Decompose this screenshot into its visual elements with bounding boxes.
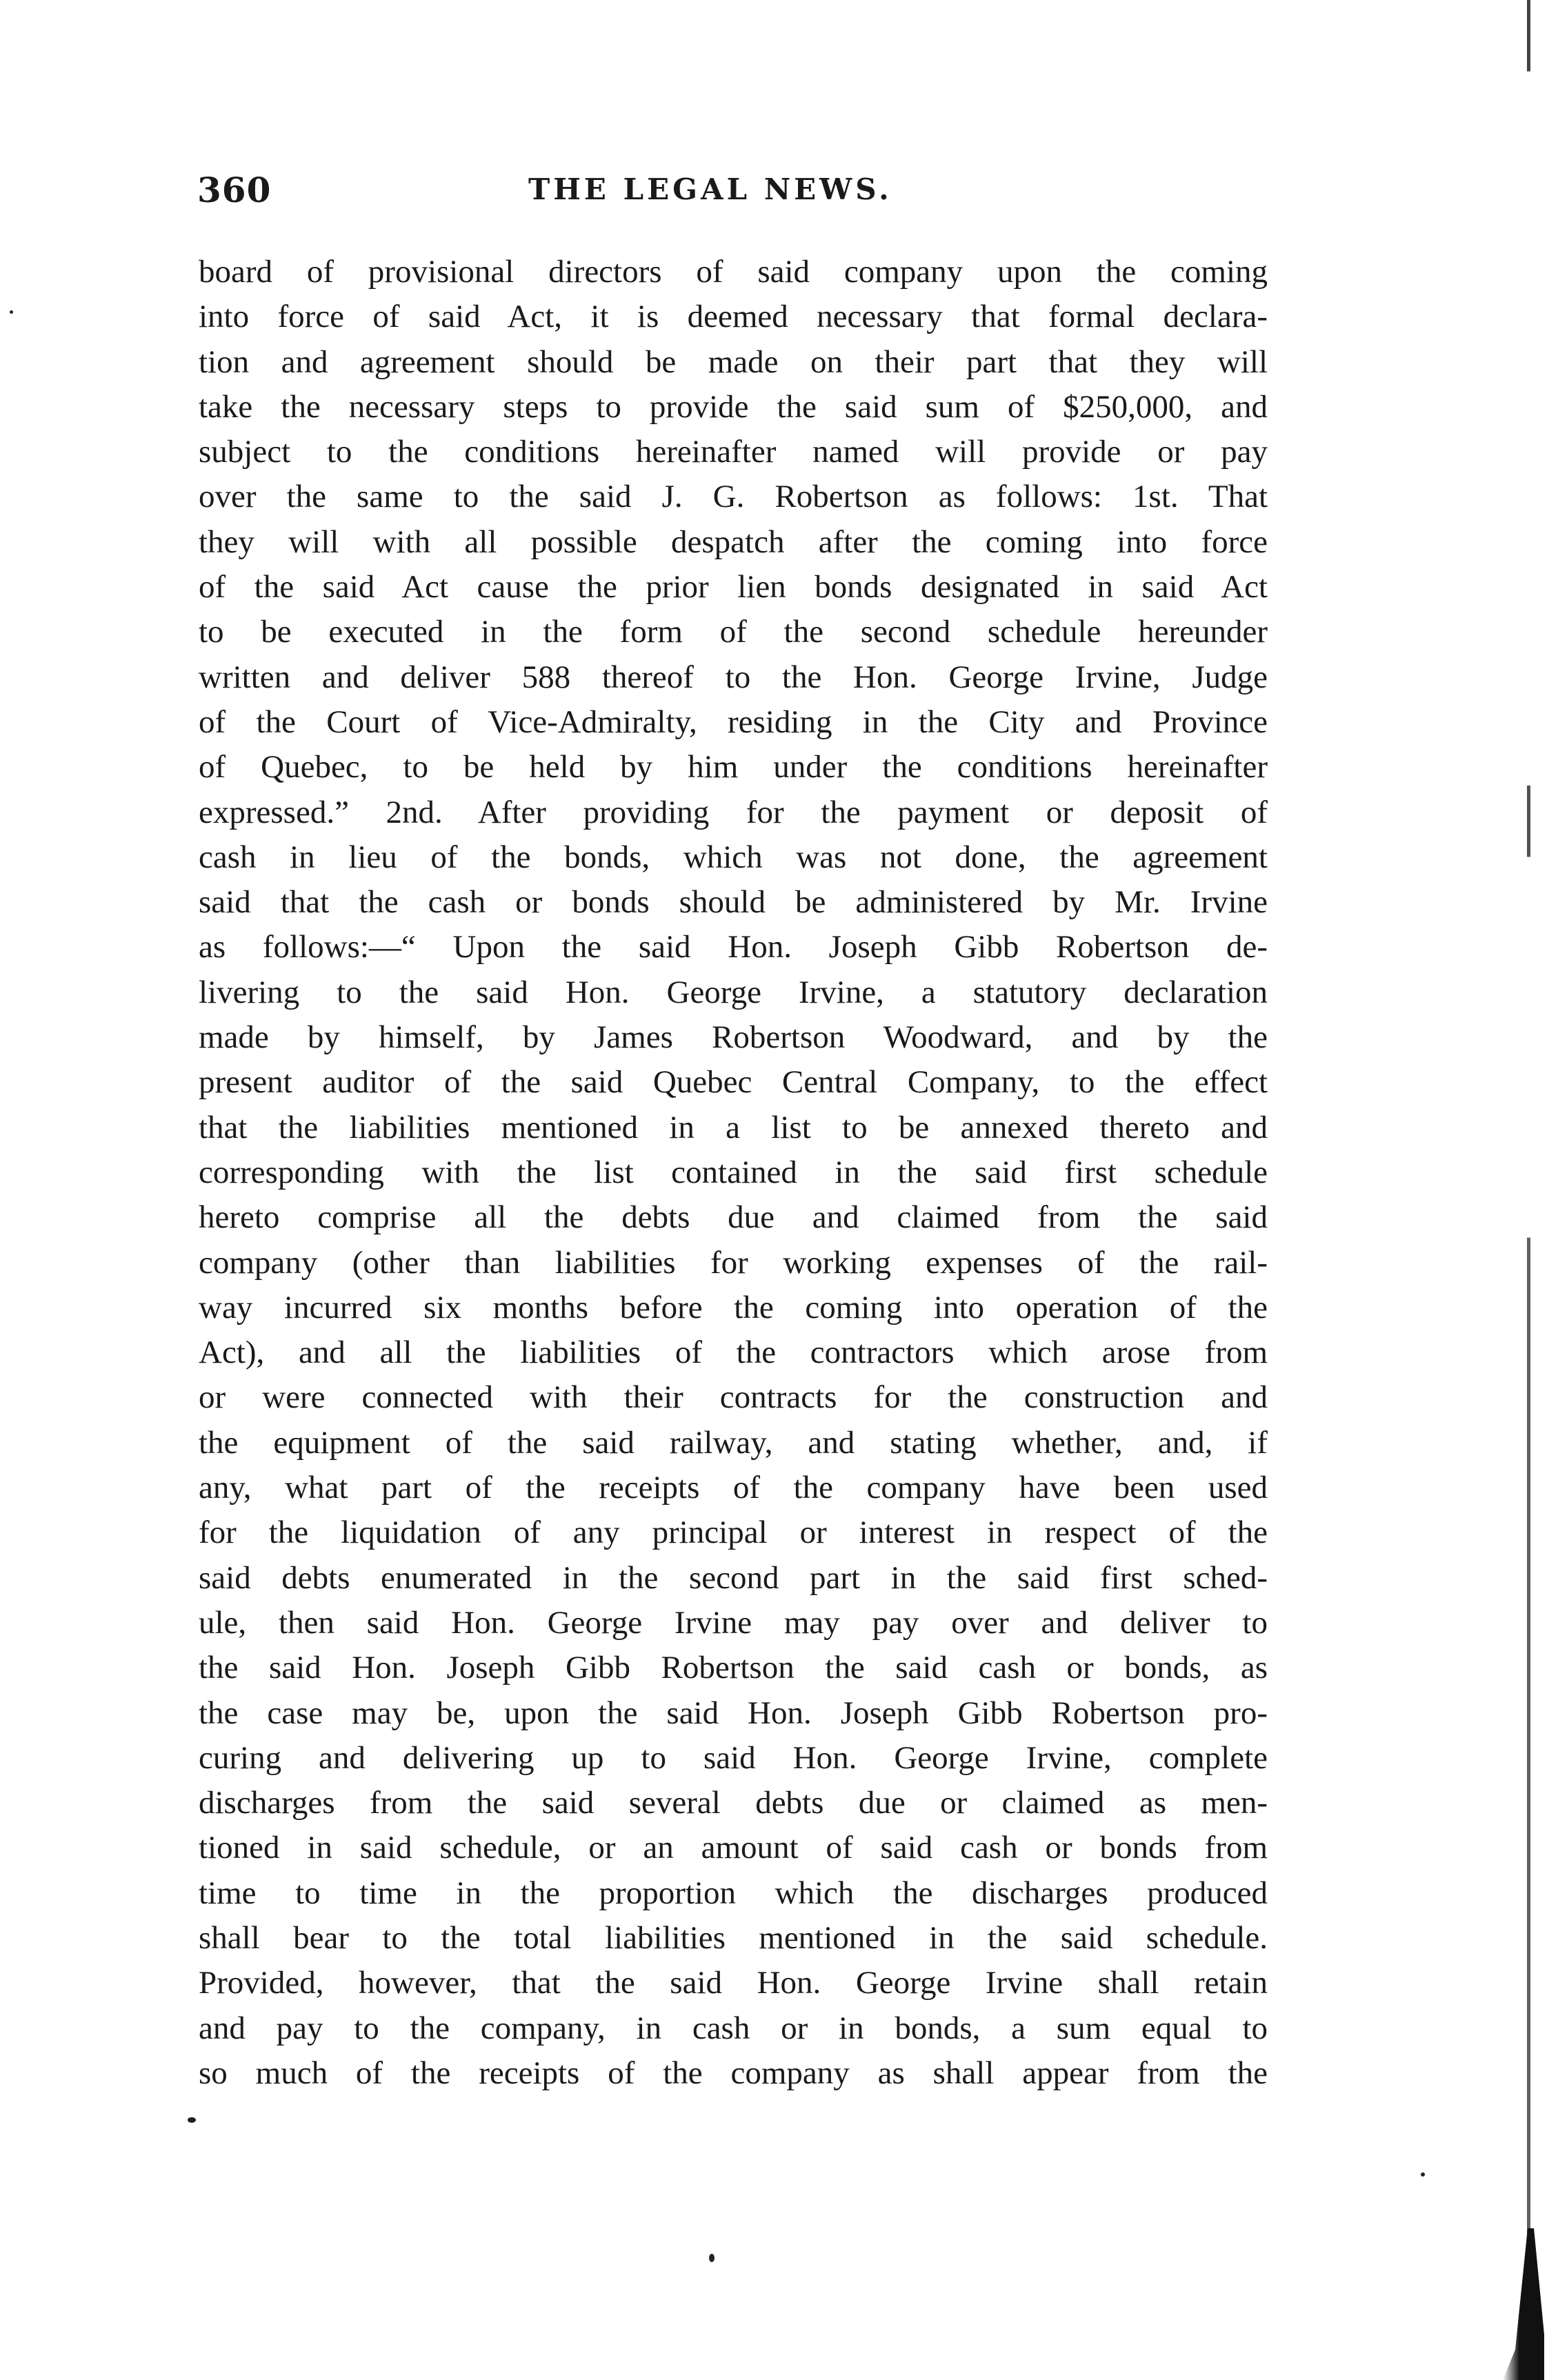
text-line: Provided, however, that the said Hon. George Irvine shall retain — [199, 1965, 1268, 2001]
text-line: for the liquidation of any principal or interest in respect of the — [199, 1514, 1268, 1551]
text-line: written and deliver 588 thereof to the Hon. George Irvine, Judge — [199, 659, 1268, 695]
text-line: cash in lieu of the bonds, which was not done, the agreement — [199, 839, 1268, 875]
text-line: made by himself, by James Robertson Woodward, and by the — [199, 1019, 1268, 1056]
scan-speck — [709, 2254, 715, 2262]
text-line: corresponding with the list contained in the said first schedule — [199, 1154, 1268, 1190]
text-line: board of provisional directors of said company upon the coming — [199, 254, 1268, 290]
text-line: hereto comprise all the debts due and claimed from the said — [199, 1199, 1268, 1236]
text-line: ule, then said Hon. George Irvine may pay over and deliver to — [199, 1604, 1268, 1641]
text-line: said that the cash or bonds should be administered by Mr. Irvine — [199, 884, 1268, 921]
text-line: they will with all possible despatch after the coming into force — [199, 523, 1268, 560]
text-line: the equipment of the said railway, and stating whether, and, if — [199, 1424, 1268, 1461]
text-line: expressed.” 2nd. After providing for the payment or deposit of — [199, 794, 1268, 830]
text-line: shall bear to the total liabilities mentioned in the said schedule. — [199, 1919, 1268, 1956]
text-line: any, what part of the receipts of the company have been used — [199, 1470, 1268, 1506]
page-number: 360 — [197, 170, 272, 210]
text-line: company (other than liabilities for working expenses of the rail- — [199, 1244, 1268, 1281]
body-text — [199, 250, 1268, 2096]
text-line: way incurred six months before the coming into operation of the — [199, 1289, 1268, 1326]
text-line: or were connected with their contracts for the construction and — [199, 1379, 1268, 1416]
binding-edge — [1527, 0, 1530, 2380]
text-line: so much of the receipts of the company as shall appear from the — [199, 2054, 1268, 2091]
text-line: time to time in the proportion which the discharges produced — [199, 1874, 1268, 1911]
text-line: tioned in said schedule, or an amount of said cash or bonds from — [199, 1830, 1268, 1866]
text-line: livering to the said Hon. George Irvine, a statutory declaration — [199, 974, 1268, 1010]
text-line: of the Court of Vice-Admiralty, residing in the City and Province — [199, 703, 1268, 740]
text-line: that the liabilities mentioned in a list to be annexed thereto and — [199, 1109, 1268, 1146]
text-line: and pay to the company, in cash or in bonds, a sum equal to — [199, 2010, 1268, 2046]
running-head: THE LEGAL NEWS. — [528, 172, 892, 206]
page-header — [197, 170, 1273, 225]
text-line: the said Hon. Joseph Gibb Robertson the said cash or bonds, as — [199, 1650, 1268, 1686]
text-line: the case may be, upon the said Hon. Joseph Gibb Robertson pro- — [199, 1694, 1268, 1731]
text-line: Act), and all the liabilities of the contractors which arose from — [199, 1334, 1268, 1371]
scan-speck — [188, 2117, 196, 2123]
text-line: discharges from the said several debts due or claimed as men- — [199, 1785, 1268, 1821]
text-line: curing and delivering up to said Hon. George Irvine, complete — [199, 1739, 1268, 1776]
text-line: into force of said Act, it is deemed necessary that formal declara- — [199, 299, 1268, 335]
text-line: subject to the conditions hereinafter named will provide or pay — [199, 434, 1268, 470]
scan-speck — [1421, 2172, 1425, 2177]
text-line: tion and agreement should be made on their part that they will — [199, 343, 1268, 380]
text-line: as follows:—“ Upon the said Hon. Joseph Gibb Robertson de- — [199, 929, 1268, 966]
text-line: present auditor of the said Quebec Central Company, to the effect — [199, 1064, 1268, 1101]
text-line: of the said Act cause the prior lien bonds designated in said Act — [199, 569, 1268, 606]
text-line: take the necessary steps to provide the said sum of $250,000, and — [199, 388, 1268, 425]
text-line: said debts enumerated in the second part in the said first sched- — [199, 1559, 1268, 1596]
text-line: of Quebec, to be held by him under the conditions hereinafter — [199, 749, 1268, 786]
text-line: over the same to the said J. G. Robertson as follows: 1st. That — [199, 479, 1268, 515]
scan-speck — [10, 310, 13, 314]
text-line: to be executed in the form of the second schedule hereunder — [199, 614, 1268, 650]
binding-shadow — [1503, 2228, 1544, 2380]
